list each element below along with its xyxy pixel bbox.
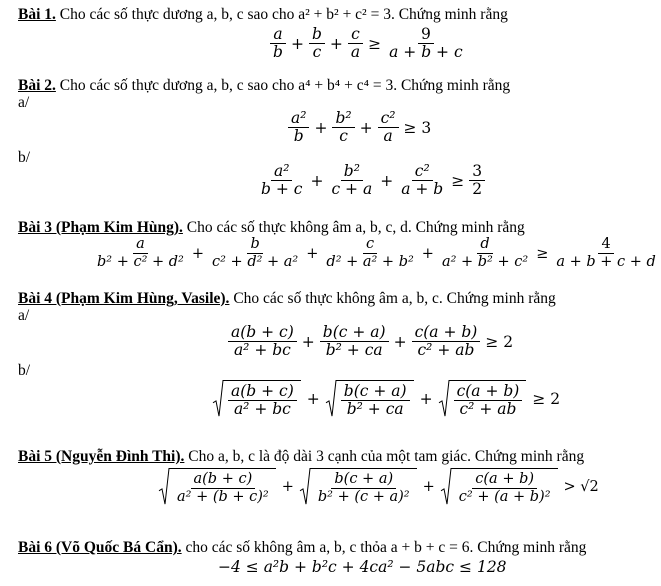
- problem-5-text: Cho a, b, c là độ dài 3 cạnh của một tam giác. Chứng minh rằng: [184, 448, 585, 465]
- problem-3: [18, 219, 525, 237]
- denominator: b² + (c + a)²: [317, 489, 410, 505]
- numerator: b(c + a): [331, 471, 396, 489]
- operator: +: [310, 171, 324, 190]
- numerator: b²: [341, 163, 363, 181]
- fraction: [228, 324, 297, 359]
- fraction: [469, 163, 485, 198]
- problem-2: [18, 77, 510, 95]
- numerator: a(b + c): [228, 324, 297, 342]
- denominator: a + b: [401, 180, 444, 198]
- problem-2-part-a-label: a/: [18, 94, 30, 111]
- fraction: [323, 236, 416, 271]
- denominator: c + a: [331, 180, 373, 198]
- numerator: 4: [598, 236, 613, 254]
- problem-6: [18, 539, 586, 557]
- problem-4-part-a-label: a/: [18, 307, 30, 324]
- operator: +: [419, 390, 433, 408]
- formula-2b: [256, 163, 487, 198]
- problem-4-part-b-label: b/: [18, 362, 31, 379]
- operator: ≥: [368, 34, 382, 53]
- numerator: 9: [418, 26, 434, 44]
- operator: +: [306, 390, 320, 408]
- problem-1-text: Cho các số thực dương a, b, c sao cho a² + b² + c² = 3. Chứng minh rằng: [55, 6, 508, 23]
- operator: +: [191, 245, 205, 262]
- problem-1-label: Bài 1.: [18, 6, 56, 23]
- operator: +: [422, 479, 435, 495]
- problem-2-part-b-label: b/: [18, 149, 31, 166]
- problem-3-text: Cho các số thực không âm a, b, c, d. Chứng minh rằng: [182, 219, 525, 236]
- square-root: [300, 468, 417, 506]
- fraction: [209, 236, 301, 271]
- denominator: b: [273, 43, 283, 61]
- operator: +: [359, 118, 373, 137]
- fraction: [328, 163, 375, 198]
- operator: +: [393, 332, 407, 351]
- fraction: [412, 324, 481, 359]
- radical-icon: [159, 468, 170, 506]
- problem-3-label: Bài 3 (Phạm Kim Hùng).: [18, 219, 183, 236]
- numerator: a: [133, 236, 148, 254]
- formula-1: [268, 26, 468, 61]
- numerator: 3: [469, 163, 485, 181]
- problem-4-label: Bài 4 (Phạm Kim Hùng, Vasile).: [18, 290, 230, 307]
- problem-6-label: Bài 6 (Võ Quốc Bá Cẩn).: [18, 539, 182, 556]
- denominator: a² + (b + c)²: [177, 489, 269, 505]
- numerator: b: [309, 26, 325, 44]
- denominator: a + b + c: [389, 43, 463, 61]
- denominator: a² + b² + c²: [441, 254, 529, 270]
- numerator: b²: [332, 110, 354, 128]
- denominator: b: [293, 127, 304, 145]
- numerator: a: [270, 26, 285, 44]
- problem-2-label: Bài 2.: [18, 77, 56, 94]
- denominator: c: [312, 43, 322, 61]
- operator: ≥: [536, 245, 549, 262]
- radical-icon: [300, 468, 311, 506]
- radical-icon: [441, 468, 452, 506]
- numerator: a(b + c): [228, 383, 297, 401]
- denominator: c² + ab: [459, 400, 517, 418]
- denominator: b² + ca: [325, 341, 383, 359]
- square-root: [441, 468, 558, 506]
- operator: ≥ 3: [403, 118, 432, 137]
- fraction: [270, 26, 286, 61]
- formula-4a: [226, 324, 516, 359]
- denominator: b + c: [261, 180, 303, 198]
- square-root: [159, 468, 276, 506]
- denominator: c² + d² + a²: [212, 254, 299, 270]
- denominator: a² + bc: [233, 400, 291, 418]
- fraction: [553, 236, 658, 271]
- operator: ≥ 2: [532, 390, 561, 408]
- denominator: c² + ab: [417, 341, 475, 359]
- numerator: b(c + a): [320, 324, 389, 342]
- operator: +: [421, 245, 434, 262]
- fraction: [288, 110, 309, 145]
- fraction: [439, 236, 531, 271]
- numerator: c(a + b): [472, 471, 537, 489]
- problem-4-text: Cho các số thực không âm a, b, c. Chứng minh rằng: [229, 290, 556, 307]
- operator: +: [301, 332, 315, 351]
- fraction: [258, 163, 305, 198]
- operator: +: [380, 171, 394, 190]
- problem-5: [18, 448, 584, 466]
- fraction: [386, 26, 466, 61]
- fraction: [332, 110, 354, 145]
- denominator: b² + c² + d²: [97, 254, 184, 270]
- operator: +: [290, 34, 304, 53]
- fraction: [454, 383, 523, 418]
- numerator: b: [247, 236, 262, 254]
- fraction: [456, 471, 554, 506]
- numerator: d: [477, 236, 492, 254]
- problem-5-label: Bài 5 (Nguyễn Đình Thi).: [18, 448, 185, 465]
- problem-4: [18, 290, 556, 308]
- numerator: c: [348, 26, 363, 44]
- formula-6-expr: −4 ≤ a²b + b²c + 4ca² − 5abc ≤ 128: [218, 558, 507, 576]
- fraction: [315, 471, 413, 506]
- denominator: c² + (a + b)²: [458, 489, 551, 505]
- problem-6-text: cho các số không âm a, b, c thỏa a + b + c = 6. Chứng minh rằng: [181, 539, 587, 556]
- problem-2-text: Cho các số thực dương a, b, c sao cho a⁴ + b⁴ + c⁴ = 3. Chứng minh rằng: [55, 77, 511, 94]
- operator: +: [329, 34, 343, 53]
- square-root: [213, 380, 301, 418]
- denominator: a + b + c + d: [556, 254, 656, 270]
- operator: > √2: [563, 479, 599, 495]
- fraction: [309, 26, 325, 61]
- fraction: [94, 236, 187, 271]
- denominator: c: [339, 127, 348, 145]
- formula-6: [218, 558, 507, 576]
- denominator: a² + bc: [233, 341, 291, 359]
- operator: +: [306, 245, 319, 262]
- operator: +: [281, 479, 294, 495]
- numerator: a²: [288, 110, 309, 128]
- square-root: [326, 380, 414, 418]
- denominator: a: [383, 127, 393, 145]
- fraction: [398, 163, 446, 198]
- numerator: a(b + c): [191, 471, 256, 489]
- formula-3: [92, 236, 661, 271]
- numerator: a²: [271, 163, 292, 181]
- fraction: [174, 471, 272, 506]
- numerator: c(a + b): [454, 383, 523, 401]
- formula-2a: [286, 110, 434, 145]
- denominator: a: [350, 43, 361, 61]
- numerator: c²: [378, 110, 399, 128]
- fraction: [320, 324, 389, 359]
- numerator: c(a + b): [412, 324, 481, 342]
- operator: ≥ 2: [485, 332, 514, 351]
- denominator: d² + a² + b²: [326, 254, 414, 270]
- fraction: [341, 383, 410, 418]
- radical-icon: [326, 380, 337, 418]
- radical-icon: [213, 380, 224, 418]
- numerator: c: [363, 236, 377, 254]
- numerator: c²: [412, 163, 433, 181]
- operator: +: [314, 118, 328, 137]
- operator: ≥: [451, 171, 465, 190]
- square-root: [439, 380, 527, 418]
- denominator: b² + ca: [346, 400, 404, 418]
- formula-4b: [210, 380, 563, 418]
- formula-5: [156, 468, 602, 506]
- fraction: [228, 383, 297, 418]
- numerator: b(c + a): [341, 383, 410, 401]
- radical-icon: [439, 380, 450, 418]
- fraction: [348, 26, 363, 61]
- problem-1: [18, 6, 508, 24]
- fraction: [378, 110, 399, 145]
- denominator: 2: [472, 180, 483, 198]
